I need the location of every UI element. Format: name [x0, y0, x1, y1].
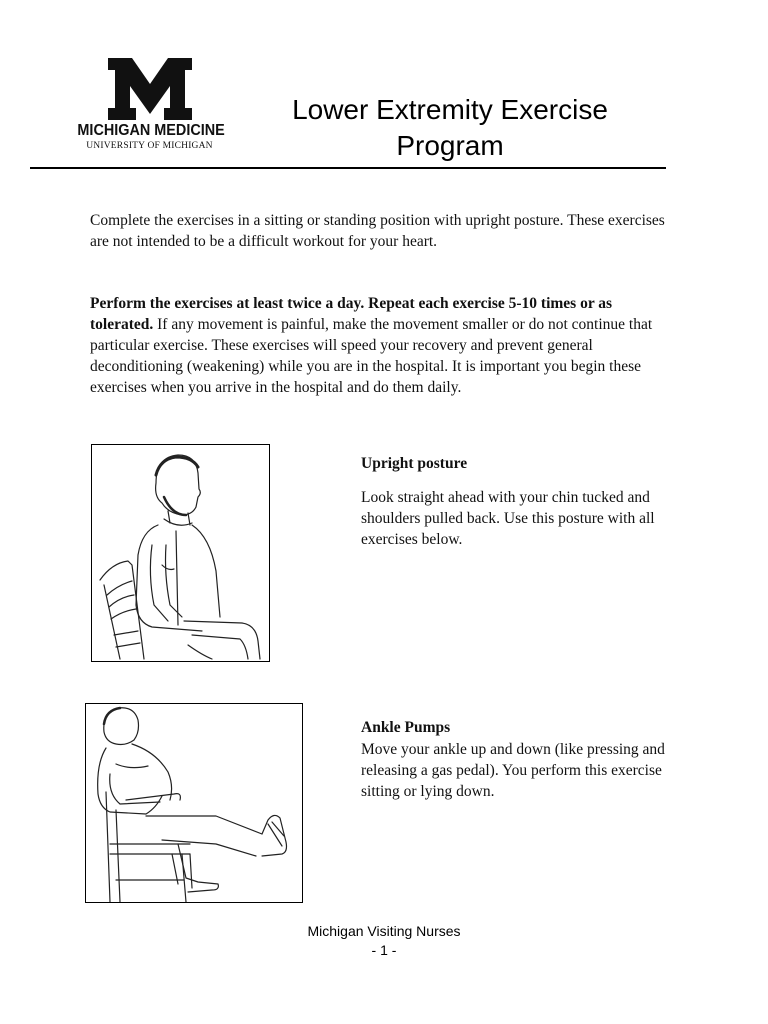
title-divider: [30, 167, 666, 169]
exercise-text-upright-posture: Look straight ahead with your chin tucked and shoulders pulled back. Use this posture with all exercises below.: [361, 489, 655, 548]
logo-name: MICHIGAN MEDICINE: [77, 122, 225, 139]
intro-paragraph-2: [90, 293, 670, 398]
footer-organization: Michigan Visiting Nurses: [307, 923, 461, 939]
page-number: - 1 -: [371, 942, 397, 958]
intro-paragraph-1: Complete the exercises in a sitting or standing position with upright posture. These exercises are not intended to be a difficult workout for your heart.: [90, 212, 665, 250]
ankle-pumps-illustration: [85, 703, 303, 903]
michigan-medicine-logo: [72, 58, 227, 151]
intro-bold-instruction: Perform the exercises at least twice a day. Repeat each exercise 5-10 times or as tolerated.: [90, 295, 613, 333]
exercise-text-ankle-pumps: Move your ankle up and down (like pressing and releasing a gas pedal). You perform this exercise sitting or lying down.: [361, 741, 665, 800]
upright-posture-illustration: [91, 444, 270, 662]
logo-subtitle: UNIVERSITY OF MICHIGAN: [86, 141, 213, 151]
exercise-heading-ankle-pumps: Ankle Pumps: [361, 719, 451, 736]
block-m-logo-icon: [108, 58, 192, 120]
document-title: Lower Extremity Exercise Program: [292, 94, 608, 161]
exercise-heading-upright-posture: Upright posture: [361, 455, 468, 472]
intro-paragraph-2-rest: If any movement is painful, make the movement smaller or do not continue that particular exercise. These exercises will speed your recovery and prevent general deconditioning (weakening) while you are in the hospital. It is important you begin these exercises when you arrive in the hospital and do them daily.: [90, 316, 653, 396]
